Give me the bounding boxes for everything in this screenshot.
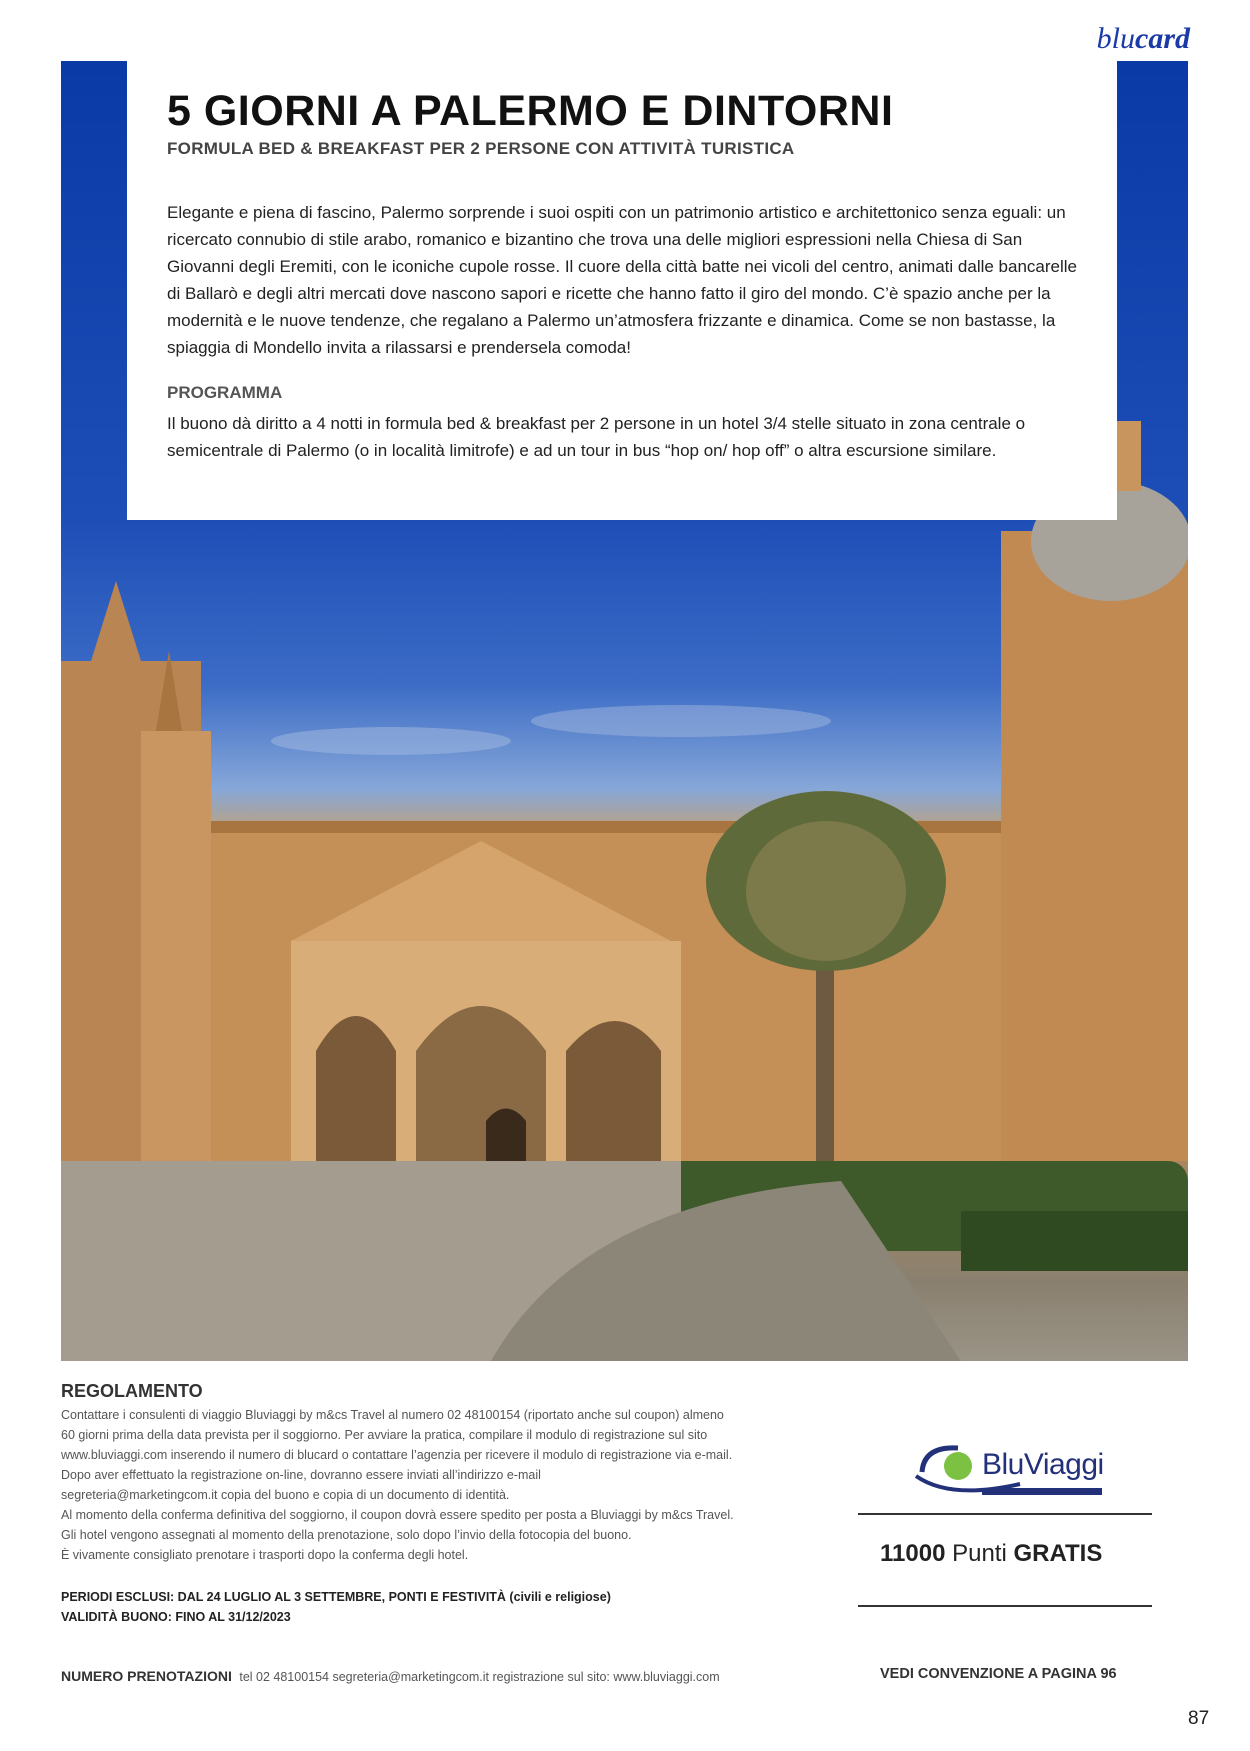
price-points: 11000: [880, 1540, 946, 1567]
price-divider-bottom: [858, 1605, 1152, 1607]
programma-text: Il buono dà diritto a 4 notti in formula bed & breakfast per 2 persone in un hotel 3/4 stelle situato in zona centrale o semicentrale di Palermo (o in località limitrofe) e ad un tour in bus “hop on/ hop off” o altra escursione similare.: [167, 414, 1026, 460]
regolamento-line: 60 giorni prima della data prevista per il soggiorno. Per avviare la pratica, compilare il modulo di registrazione sul sito: [61, 1428, 708, 1442]
footer-label: NUMERO PRENOTAZIONI: [61, 1668, 232, 1684]
convention-reference: VEDI CONVENZIONE A PAGINA 96: [880, 1666, 1117, 1682]
regolamento-line: Dopo aver effettuato la registrazione on-line, dovranno essere inviati all’indirizzo e-mail: [61, 1468, 541, 1482]
regolamento-line: Gli hotel vengono assegnati al momento della prenotazione, solo dopo l’invio della fotocopia del buono.: [61, 1528, 632, 1542]
intro-paragraph: Elegante e piena di fascino, Palermo sorprende i suoi ospiti con un patrimonio artistico e architettonico senza eguali: un ricercato connubio di stile arabo, romanico e bizantino che trova una delle migliori espressioni nella Chiesa di San Giovanni degli Eremiti, con le iconiche cupole rosse. Il cuore della città batte nei vicoli del centro, animati dalle bancarelle di Ballarò e degli altri mercati dove nascono sapori e ricette che hanno fatto il giro del mondo. C’è spazio anche per la modernità e le nuove tendenze, che regalano a Palermo un’atmosfera frizzante e dinamica. Come se non bastasse, la spiaggia di Mondello invita a rilassarsi e prendersela comoda!: [167, 203, 1077, 357]
page-number: 87: [1188, 1708, 1210, 1729]
blucard-brand: [1097, 22, 1190, 56]
brand-part-2: card: [1135, 22, 1190, 55]
brand-part-1: blu: [1096, 22, 1135, 55]
regolamento-line: segreteria@marketingcom.it copia del buono e copia di un documento di identità.: [61, 1488, 510, 1502]
regolamento-line: Al momento della conferma definitiva del soggiorno, il coupon dovrà essere spedito per posta a Bluviaggi by m&cs Travel.: [61, 1508, 734, 1522]
footer-contact: tel 02 48100154 segreteria@marketingcom.it registrazione sul sito: www.bluviaggi.com: [239, 1670, 720, 1684]
intro-card: [127, 61, 1117, 520]
logo-text: BluViaggi: [982, 1448, 1104, 1481]
regolamento-line: È vivamente consigliato prenotare i trasporti dopo la conferma degli hotel.: [61, 1548, 469, 1562]
price-label: [880, 1540, 1102, 1568]
programma-heading: PROGRAMMA: [167, 383, 283, 402]
voucher-validity: VALIDITÀ BUONO: FINO AL 31/12/2023: [61, 1610, 291, 1624]
regolamento-line: www.bluviaggi.com inserendo il numero di blucard o contattare l’agenzia per ricevere il modulo di registrazione via e-mail.: [61, 1448, 733, 1462]
page-title: 5 GIORNI A PALERMO E DINTORNI: [167, 87, 894, 135]
regolamento-heading: REGOLAMENTO: [61, 1381, 203, 1401]
page-subtitle: FORMULA BED & BREAKFAST PER 2 PERSONE CON ATTIVITÀ TURISTICA: [167, 139, 795, 158]
bluviaggi-logo: [910, 1440, 1120, 1500]
regolamento-line: Contattare i consulenti di viaggio Bluviaggi by m&cs Travel al numero 02 48100154 (riportato anche sul coupon) almeno: [61, 1408, 724, 1422]
price-divider-top: [858, 1513, 1152, 1515]
price-unit: Punti: [952, 1540, 1007, 1567]
periods-block: [61, 1587, 611, 1627]
excluded-periods: PERIODI ESCLUSI: DAL 24 LUGLIO AL 3 SETTEMBRE, PONTI E FESTIVITÀ (civili e religiose): [61, 1590, 611, 1604]
booking-footer: [61, 1668, 720, 1684]
price-gratis: GRATIS: [1013, 1540, 1103, 1567]
regolamento-text: [61, 1405, 841, 1565]
